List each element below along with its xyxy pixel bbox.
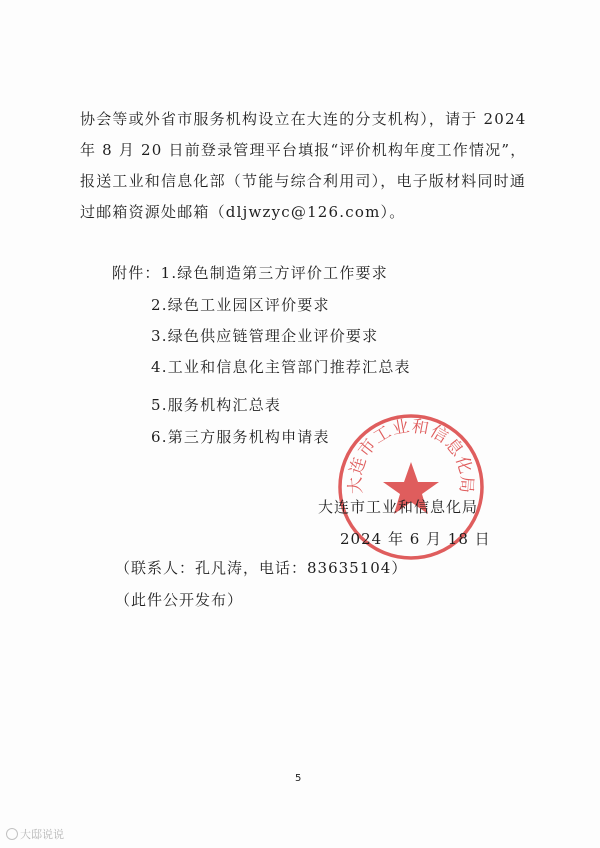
body-line: 报送工业和信息化部（节能与综合利用司），电子版材料同时通 <box>80 172 527 190</box>
body-line: 过邮箱资源处邮箱（dljwzyc@126.com）。 <box>80 203 406 221</box>
attachment-item-4: 4.工业和信息化主管部门推荐汇总表 <box>151 358 411 376</box>
seal-text: 大连市工业和信息化局 <box>345 416 477 495</box>
signature-date: 2024 年 6 月 18 日 <box>340 530 491 548</box>
attachment-item-3: 3.绿色供应链管理企业评价要求 <box>151 327 379 345</box>
page-number: 5 <box>295 773 302 784</box>
body-line: 年 8 月 20 日前登录管理平台填报“评价机构年度工作情况”， <box>80 141 527 159</box>
body-paragraph <box>80 104 532 228</box>
watermark-text: 大邸说说 <box>20 828 64 841</box>
attachment-item-1: 附件：1.绿色制造第三方评价工作要求 <box>112 264 388 282</box>
attachment-item-5: 5.服务机构汇总表 <box>151 396 282 414</box>
logo-icon <box>6 828 18 840</box>
signature-org: 大连市工业和信息化局 <box>318 498 479 516</box>
contact-line: （联系人：孔凡涛，电话：83635104） <box>115 559 408 577</box>
body-line: 协会等或外省市服务机构设立在大连的分支机构），请于 2024 <box>80 110 527 128</box>
attachment-item-6: 6.第三方服务机构申请表 <box>151 428 330 446</box>
publicity-note: （此件公开发布） <box>115 591 244 609</box>
watermark <box>6 826 64 842</box>
attachment-item-2: 2.绿色工业园区评价要求 <box>151 296 330 314</box>
